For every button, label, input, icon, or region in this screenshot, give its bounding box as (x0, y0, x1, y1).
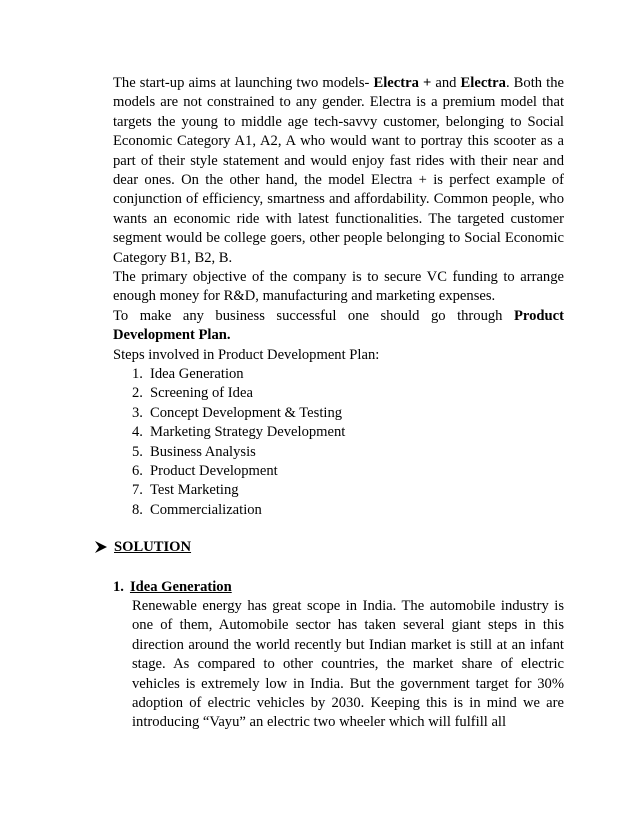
list-item (132, 384, 345, 403)
step-number: 7. (132, 482, 143, 499)
list-item (132, 462, 345, 481)
step-number: 5. (132, 443, 143, 460)
list-item (132, 423, 345, 442)
step-number: 8. (132, 501, 143, 518)
list-item (132, 481, 345, 500)
list-item (132, 404, 345, 423)
model-electra-plus: Electra + (373, 75, 432, 91)
intro-pre: The start-up aims at launching two models- (113, 75, 374, 91)
section-title: Idea Generation (129, 579, 232, 595)
intro-post: . Both the models are not constrained to any gender. Electra is a premium model that targets the young to middle age tech-savvy customer, belonging to Social Economic Category A1, A2, A who would want to portray this scooter as a part of their style statement and would enjoy fast rides with their near and dear ones. On the other hand, the model Electra + is perfect example of conjunction of efficiency, smartness and affordability. Common people, who wants an economic ride with latest functionalities. The targeted customer segment would be college goers, other people belonging to Social Economic Category B1, B2, B. (113, 75, 564, 266)
list-item (132, 443, 345, 462)
intro-mid: and (431, 75, 461, 91)
steps-intro: Steps involved in Product Development Plan: (113, 347, 380, 363)
section-body: Renewable energy has great scope in India. The automobile industry is one of them, Automobile sector has taken several giant steps in this direction around the world recently but Indian market is still at an infant stage. As compared to other countries, the market share of electric vehicles is extremely low in India. But the government target for 30% adoption of electric vehicles by 2030. Keeping this is in mind we are introducing “Vayu” an electric two wheeler which will fulfill all (132, 598, 564, 731)
objective-paragraph: The primary objective of the company is to secure VC funding to arrange enough money for R&D, manufacturing and marketing expenses. (113, 269, 564, 305)
solution-title: SOLUTION (114, 539, 192, 555)
section-heading (113, 577, 232, 597)
section-number: 1. (113, 579, 124, 595)
list-item (132, 501, 345, 520)
step-number: 3. (132, 404, 143, 421)
intro-paragraph (113, 74, 564, 268)
list-item (132, 365, 345, 384)
step-label: Concept Development & Testing (150, 404, 343, 421)
success-text: To make any business successful one should go through (113, 308, 514, 324)
step-label: Idea Generation (150, 366, 244, 382)
model-electra: Electra (460, 75, 506, 91)
success-paragraph (113, 307, 564, 346)
step-number: 6. (132, 463, 143, 480)
solution-heading (94, 537, 191, 557)
step-number: 2. (132, 385, 143, 402)
step-label: Commercialization (150, 501, 262, 518)
step-label: Test Marketing (150, 482, 239, 499)
step-label: Screening of Idea (150, 385, 253, 402)
steps-list (132, 365, 345, 520)
step-label: Product Development (150, 463, 278, 480)
step-number: 1. (132, 366, 143, 382)
step-label: Business Analysis (150, 443, 256, 460)
arrow-bullet-icon (94, 540, 108, 554)
step-label: Marketing Strategy Development (150, 424, 346, 441)
step-number: 4. (132, 424, 143, 441)
success-bold: Product Development Plan. (113, 308, 564, 344)
